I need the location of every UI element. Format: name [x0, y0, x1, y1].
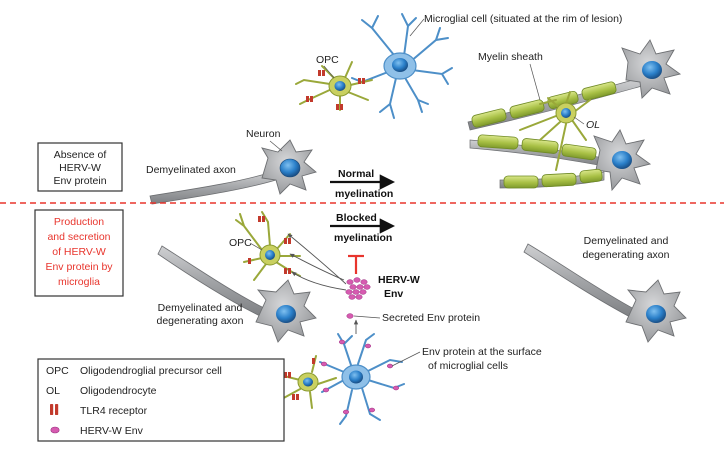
myelination-label-top: myelination — [335, 188, 394, 200]
hervw-label: HERV-W — [378, 274, 420, 286]
legend-text-tlr4: TLR4 receptor — [80, 405, 148, 417]
neuron-bottom-left — [158, 246, 316, 342]
blocked-label: Blocked — [336, 212, 377, 224]
legend-text-env: HERV-W Env — [80, 425, 143, 437]
degenerating-right-line-1: Demyelinated and — [583, 235, 669, 247]
secreted-env-label: Secreted Env protein — [382, 312, 481, 324]
legend-symbol-ol: OL — [46, 385, 61, 397]
legend-text-opc: Oligodendroglial precursor cell — [80, 365, 222, 377]
opc-bottom-label: OPC — [229, 237, 252, 249]
opc-top-label: OPC — [316, 54, 339, 66]
herv-env-icon — [51, 427, 59, 433]
production-box-line-1: Production — [53, 216, 105, 228]
microglia-top — [352, 14, 452, 118]
neuron-top-nucleus — [280, 159, 300, 177]
myelination-label-bottom: myelination — [334, 232, 393, 244]
legend-symbol-opc: OPC — [46, 365, 69, 377]
env-to-opc-arrow-2 — [292, 272, 346, 290]
herv-env-cluster — [346, 278, 370, 319]
production-box-line-2: and secretion — [47, 231, 111, 243]
degenerating-left-line-2: degenerating axon — [156, 315, 244, 327]
surface-env-line-1: Env protein at the surface — [422, 346, 542, 358]
ol-label: OL — [586, 119, 601, 131]
env-label: Env — [384, 288, 404, 300]
production-box — [35, 210, 123, 296]
microglia-label: Microglial cell (situated at the rim of lesion) — [424, 13, 623, 25]
production-box-line-4: Env protein by — [45, 261, 113, 273]
inhibition-symbol — [348, 256, 364, 274]
production-box-line-3: of HERV-W — [52, 246, 106, 258]
normal-label: Normal — [338, 168, 375, 180]
absence-box-line-2: HERV-W — [59, 162, 101, 174]
surface-env-line-2: of microglial cells — [428, 360, 508, 372]
production-box-line-5: microglia — [57, 276, 101, 288]
absence-box-line-3: Env protein — [53, 175, 107, 187]
degenerating-left-line-1: Demyelinated and — [157, 302, 243, 314]
opc-top — [296, 62, 372, 110]
absence-box — [38, 143, 122, 191]
myelin-sheath-label: Myelin sheath — [478, 51, 543, 63]
degenerating-right-line-2: degenerating axon — [582, 249, 670, 261]
absence-box-line-1: Absence of — [53, 149, 107, 161]
demyelinated-axon-label: Demyelinated axon — [146, 164, 236, 176]
neuron-label: Neuron — [246, 128, 281, 140]
legend — [38, 359, 284, 441]
legend-text-ol: Oligodendrocyte — [80, 385, 157, 397]
